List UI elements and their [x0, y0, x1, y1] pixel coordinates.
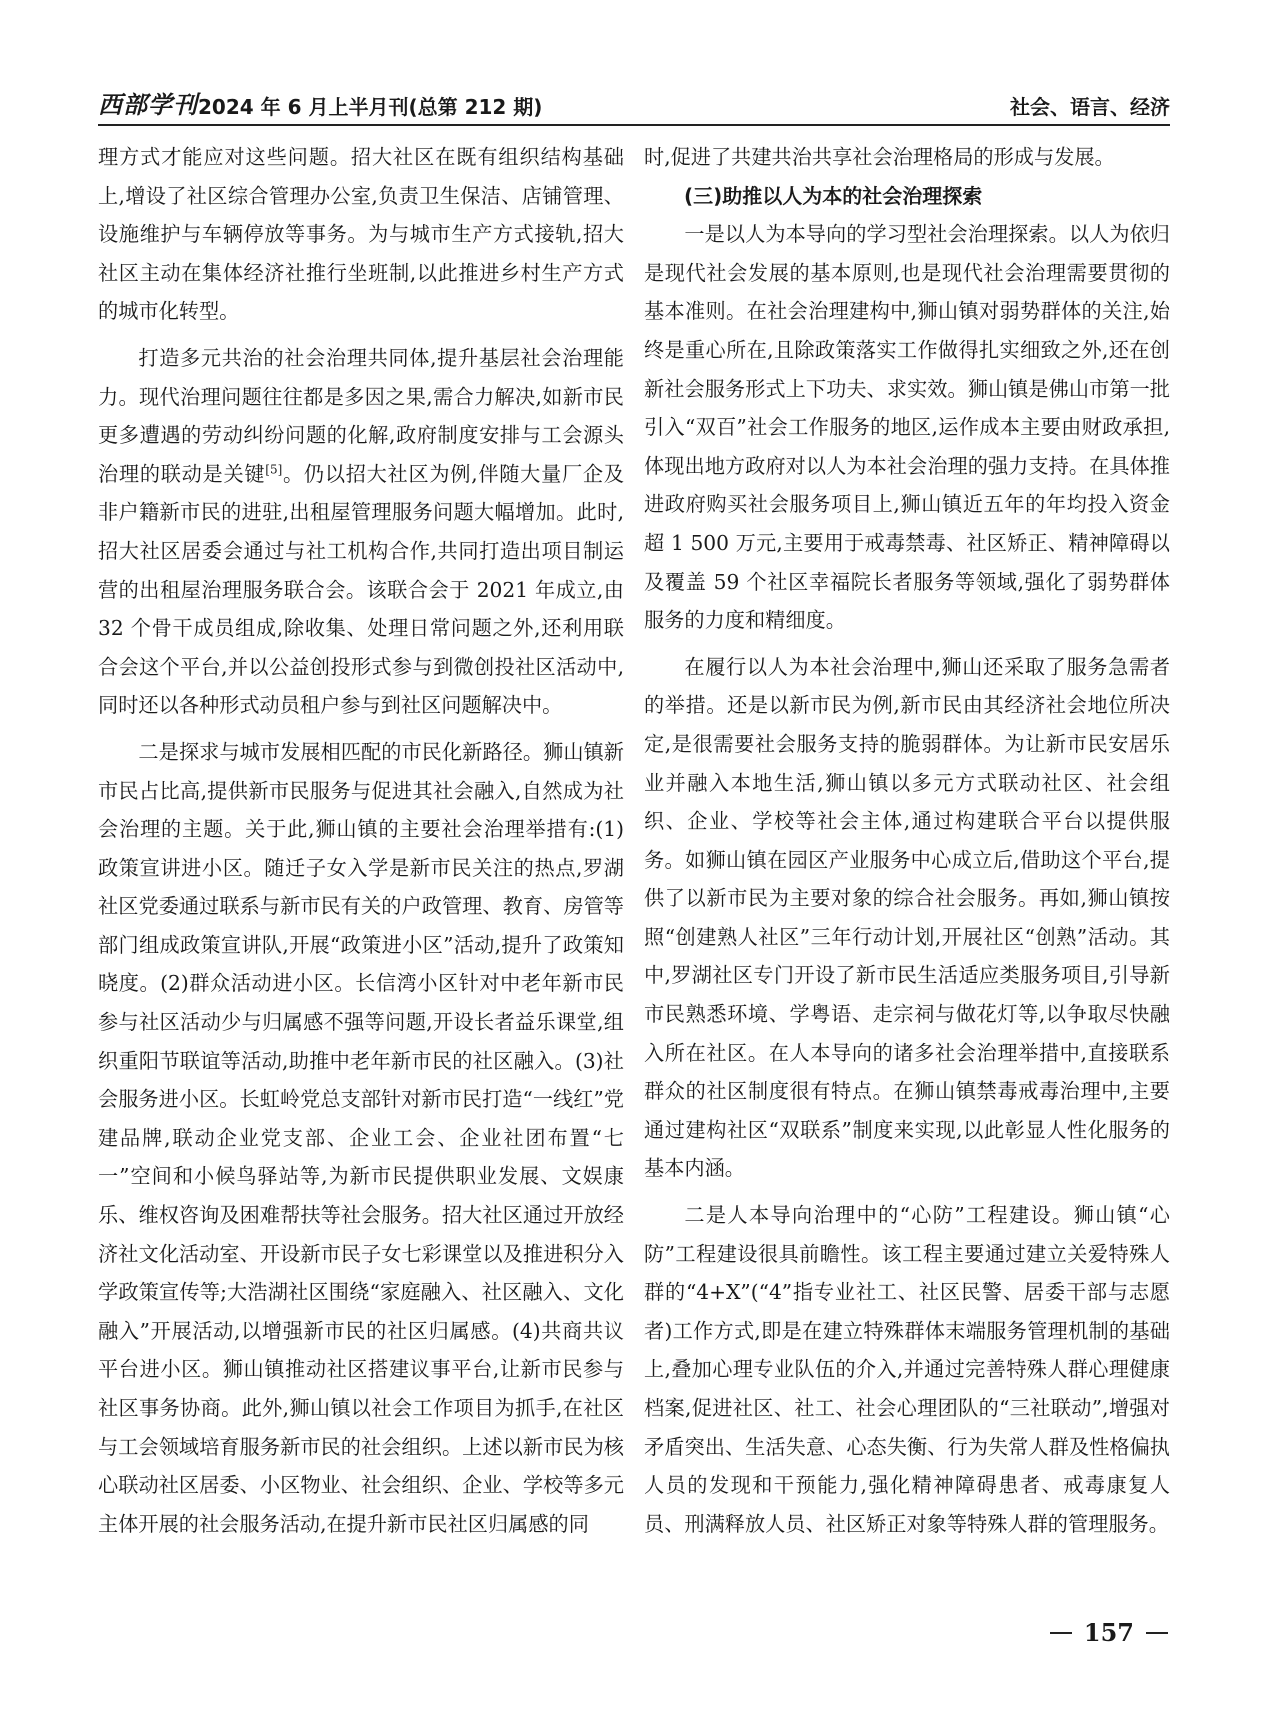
- paragraph-text: 打造多元共治的社会治理共同体,提升基层社会治理能力。现代治理问题往往都是多因之果,需合力解决,如新市民更多遭遇的劳动纠纷问题的化解,政府制度安排与工会源头治理的联动是关键: [98, 345, 624, 486]
- paragraph: 一是以人为本导向的学习型社会治理探索。以人为依归是现代社会发展的基本原则,也是现代社会治理需要贯彻的基本准则。在社会治理建构中,狮山镇对弱势群体的关注,始终是重心所在,且除政策落实工作做得扎实细致之外,还在创新社会服务形式上下功夫、求实效。狮山镇是佛山市第一批引入“双百”社会工作服务的地区,运作成本主要由财政承担,体现出地方政府对以人为本社会治理的强力支持。在具体推进政府购买社会服务项目上,狮山镇近五年的年均投入资金超 1 500 万元,主要用于戒毒禁毒、社区矫正、精神障碍以及覆盖 59 个社区幸福院长者服务等领域,强化了弱势群体服务的力度和精细度。: [644, 222, 1170, 633]
- paragraph: 二是人本导向治理中的“心防”工程建设。狮山镇“心防”工程建设很具前瞻性。该工程主要通过建立关爱特殊人群的“4+X”(“4”指专业社工、社区民警、居委干部与志愿者)工作方式,即是在建立特殊群体末端服务管理机制的基础上,叠加心理专业队伍的介入,并通过完善特殊人群心理健康档案,促进社区、社工、社会心理团队的“三社联动”,增强对矛盾突出、生活失意、心态失衡、行为失常人群及性格偏执人员的发现和干预能力,强化精神障碍患者、戒毒康复人员、刑满释放人员、社区矫正对象等特殊人群的管理服务。: [644, 1203, 1170, 1536]
- dash-decoration: [1050, 1632, 1072, 1634]
- paragraph: 时,促进了共建共治共享社会治理格局的形成与发展。: [644, 145, 1115, 169]
- paragraph: 在履行以人为本社会治理中,狮山还采取了服务急需者的举措。还是以新市民为例,新市民由其经济社会地位所决定,是很需要社会服务支持的脆弱群体。为让新市民安居乐业并融入本地生活,狮山镇以多元方式联动社区、社会组织、企业、学校等社会主体,通过构建联合平台以提供服务。如狮山镇在园区产业服务中心成立后,借助这个平台,提供了以新市民为主要对象的综合社会服务。再如,狮山镇按照“创建熟人社区”三年行动计划,开展社区“创熟”活动。其中,罗湖社区专门开设了新市民生活适应类服务项目,引导新市民熟悉环境、学粤语、走宗祠与做花灯等,以争取尽快融入所在社区。在人本导向的诸多社会治理举措中,直接联系群众的社区制度很有特点。在狮山镇禁毒戒毒治理中,主要通过建构社区“双联系”制度来实现,以此彰显人性化服务的基本内涵。: [644, 654, 1170, 1181]
- page-header: [98, 84, 1170, 126]
- paragraph-text: 。仍以招大社区为例,伴随大量厂企及非户籍新市民的进驻,出租屋管理服务问题大幅增加。此时,招大社区居委会通过与社工机构合作,共同打造出项目制运营的出租屋治理服务联合会。该联合会于 2021 年成立,由 32 个骨干成员组成,除收集、处理日常问题之外,还利用联合会这个平台,并以公益创投形式参与到微创投社区活动中,同时还以各种形式动员租户参与到社区问题解决中。: [98, 461, 624, 718]
- journal-name: 西部学刊: [98, 90, 198, 119]
- paragraph: 理方式才能应对这些问题。招大社区在既有组织结构基础上,增设了社区综合管理办公室,负责卫生保洁、店铺管理、设施维护与车辆停放等事务。为与城市生产方式接轨,招大社区主动在集体经济社推行坐班制,以此推进乡村生产方式的城市化转型。: [98, 145, 624, 324]
- section-subheading: (三)助推以人为本的社会治理探索: [684, 183, 983, 208]
- citation-ref: [5]: [265, 462, 283, 477]
- article-body: [98, 138, 1170, 1588]
- section-name: 社会、语言、经济: [1010, 95, 1170, 119]
- paragraph: [98, 339, 624, 725]
- journal-masthead: [98, 85, 542, 124]
- right-column: [644, 138, 1170, 1588]
- page-number: 157: [1083, 1618, 1134, 1647]
- left-column: [98, 138, 624, 1588]
- issue-info: 2024 年 6 月上半月刊(总第 212 期): [198, 95, 543, 119]
- paragraph: 二是探求与城市发展相匹配的市民化新路径。狮山镇新市民占比高,提供新市民服务与促进其社会融入,自然成为社会治理的主题。关于此,狮山镇的主要社会治理举措有:(1)政策宣讲进小区。随迁子女入学是新市民关注的热点,罗湖社区党委通过联系与新市民有关的户政管理、教育、房管等部门组成政策宣讲队,开展“政策进小区”活动,提升了政策知晓度。(2)群众活动进小区。长信湾小区针对中老年新市民参与社区活动少与归属感不强等问题,开设长者益乐课堂,组织重阳节联谊等活动,助推中老年新市民的社区融入。(3)社会服务进小区。长虹岭党总支部针对新市民打造“一线红”党建品牌,联动企业党支部、企业工会、企业社团布置“七一”空间和小候鸟驿站等,为新市民提供职业发展、文娱康乐、维权咨询及困难帮扶等社会服务。招大社区通过开放经济社文化活动室、开设新市民子女七彩课堂以及推进积分入学政策宣传等;大浩湖社区围绕“家庭融入、社区融入、文化融入”开展活动,以增强新市民的社区归属感。(4)共商共议平台进小区。狮山镇推动社区搭建议事平台,让新市民参与社区事务协商。此外,狮山镇以社会工作项目为抓手,在社区与工会领域培育服务新市民的社会组织。上述以新市民为核心联动社区居委、小区物业、社会组织、企业、学校等多元主体开展的社会服务活动,在提升新市民社区归属感的同: [98, 739, 624, 1536]
- page-footer: [1050, 1618, 1168, 1647]
- dash-decoration: [1146, 1632, 1168, 1634]
